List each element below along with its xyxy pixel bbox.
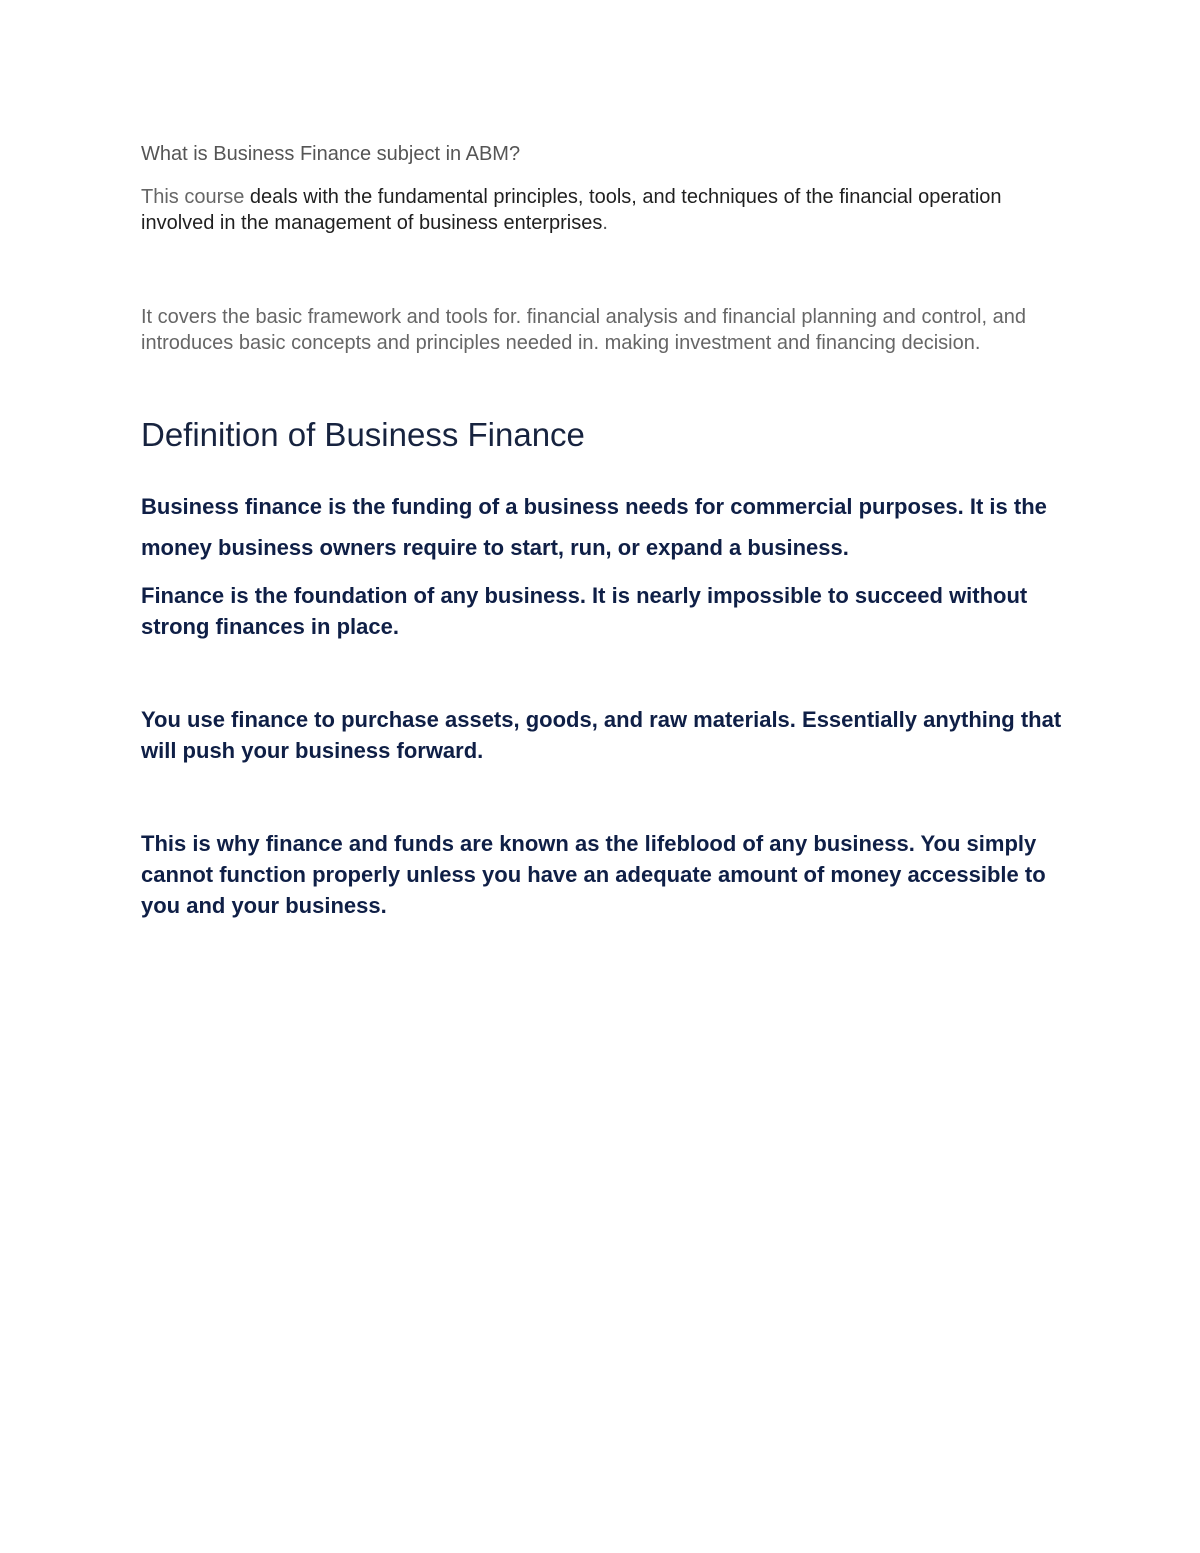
document-page bbox=[141, 141, 1071, 921]
question-line: What is Business Finance subject in ABM? bbox=[141, 143, 521, 165]
intro-period: . bbox=[602, 212, 608, 234]
purchase-paragraph: You use finance to purchase assets, goods, and raw materials. Essentially anything that will push your business forward. bbox=[141, 707, 1062, 763]
covers-paragraph: It covers the basic framework and tools for. financial analysis and financial planning and control, and introduces basic concepts and principles needed in. making investment and financing decision. bbox=[141, 306, 1026, 354]
foundation-paragraph: Finance is the foundation of any business. It is nearly impossible to succeed without strong finances in place. bbox=[141, 583, 1028, 639]
lifeblood-paragraph: This is why finance and funds are known as the lifeblood of any business. You simply cannot function properly unless you have an adequate amount of money accessible to you and your business. bbox=[141, 831, 1046, 918]
definition-paragraph: Business finance is the funding of a business needs for commercial purposes. It is the money business owners require to start, run, or expand a business. bbox=[141, 494, 1047, 560]
intro-body: deals with the fundamental principles, tools, and techniques of the financial operation involved in the management of business enterprises bbox=[141, 186, 1002, 234]
section-heading: Definition of Business Finance bbox=[141, 416, 585, 453]
intro-paragraph bbox=[141, 184, 1071, 236]
intro-lead: This course bbox=[141, 186, 245, 208]
